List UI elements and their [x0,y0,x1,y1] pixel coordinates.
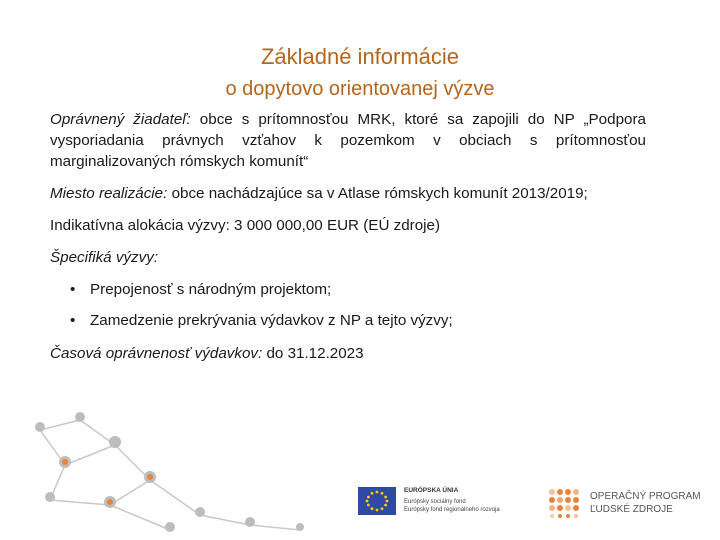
allocation-paragraph [50,215,646,236]
eligibility-text: do 31.12.2023 [266,345,364,362]
bullet-icon: • [70,312,76,329]
page-title: Základné informácie [260,44,460,69]
location-paragraph [50,183,646,204]
page-subtitle: o dopytovo orientovanej výzve [225,78,495,100]
op-logo-text: OPERAČNÝ PROGRAM ĽUDSKÉ ZDROJE [590,491,701,515]
bullet-icon: • [70,281,76,298]
content-body [50,109,646,375]
location-label: Miesto realizácie: [50,185,168,202]
eligibility-label: Časová oprávnenosť výdavkov: [50,345,263,362]
eu-logo-text: EURÓPSKA ÚNIA Európsky sociálny fond Európsky fond regionálneho rozvoja [404,487,500,513]
list-item: • Zamedzenie prekrývania výdavkov z NP a tejto výzvy; [70,312,453,329]
eu-flag-icon [358,487,396,515]
op-dots-icon [548,488,582,518]
list-item: • Prepojenosť s národným projektom; [70,281,332,298]
applicant-paragraph [50,109,646,172]
specifics-label: Špecifiká výzvy: [50,249,159,266]
people-network-decoration [20,405,340,540]
allocation-value: 3 000 000,00 EUR [234,217,360,234]
location-text: obce nachádzajúce sa v Atlase rómskych komunít 2013/2019; [171,185,588,202]
allocation-label: Indikatívna alokácia výzvy: [50,217,230,234]
specifics-list [50,279,646,331]
eu-logo [358,487,500,515]
eligibility-paragraph [50,343,646,364]
applicant-label: Oprávnený žiadateľ: [50,111,191,128]
applicant-text: obce s prítomnosťou MRK, ktoré sa zapojili do NP „Podpora vysporiadania právnych vzťahov k pozemkom v obciach s prítomnosťou marginalizovaných rómskych komunít“ [50,111,646,170]
allocation-note: (EÚ zdroje) [363,217,441,234]
op-logo [548,488,701,518]
